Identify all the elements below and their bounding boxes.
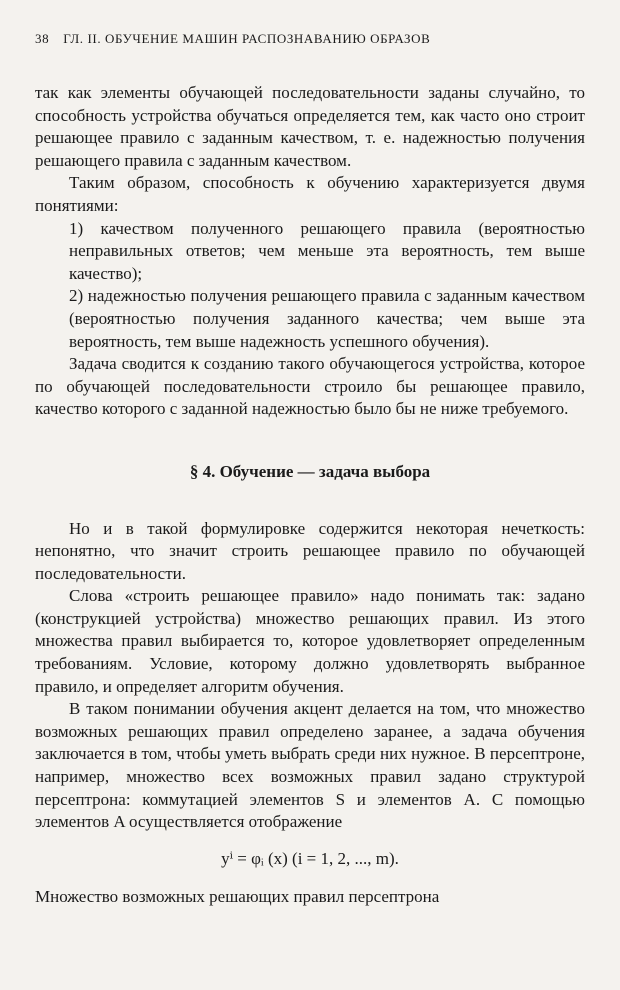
section-heading: § 4. Обучение — задача выбора xyxy=(189,461,431,481)
page-body xyxy=(35,82,585,909)
list-item: 2) надежностью получения решающего правила с заданным качеством (вероятностью получения заданного качества; чем выше эта вероятность, тем выше надежность успешного обучения). xyxy=(69,286,585,351)
formula: yⁱ = φᵢ (x) (i = 1, 2, ..., m). xyxy=(221,848,399,868)
paragraph: Слова «строить решающее правило» надо понимать так: задано (конструкцией устройства) множество решающих правил. Из этого множества правил выбирается то, которое удовлетворяет определенным требованиям. Условие, которому должно удовлетворять выбранное правило, и определяет алгоритм обучения. xyxy=(35,586,585,696)
paragraph: Таким образом, способность к обучению характеризуется двумя понятиями: xyxy=(35,173,585,215)
paragraph: Но и в такой формулировке содержится некоторая нечеткость: непонятно, что значит строить решающее правило по обучающей последовательности. xyxy=(35,518,585,583)
running-header xyxy=(35,31,585,47)
paragraph: так как элементы обучающей последовательности заданы случайно, то способность устройства обучаться определяется тем, как часто оно строит решающее правило с заданным качеством, т. е. надежностью получения решающего правила с заданным качеством. xyxy=(35,83,585,170)
list-item: 1) качеством полученного решающего правила (вероятностью неправильных ответов; чем меньше эта вероятность, тем выше качество); xyxy=(69,218,585,283)
running-title: ГЛ. II. ОБУЧЕНИЕ МАШИН РАСПОЗНАВАНИЮ ОБРАЗОВ xyxy=(63,31,431,46)
paragraph-continuation: Множество возможных решающих правил персептрона xyxy=(35,887,440,907)
paragraph: Задача сводится к созданию такого обучающегося устройства, которое по обучающей последовательности строило бы решающее правило, качество которого с заданной надежностью было бы не ниже требуемого. xyxy=(35,354,585,419)
page-number: 38 xyxy=(35,31,50,46)
paragraph: В таком понимании обучения акцент делается на том, что множество возможных решающих правил определено заранее, а задача обучения заключается в том, чтобы уметь выбрать среди них нужное. В персептроне, например, множество всех возможных правил задано структурой персептрона: коммутацией элементов S и элементов A. С помощью элементов A осуществляется отображение xyxy=(35,699,585,832)
